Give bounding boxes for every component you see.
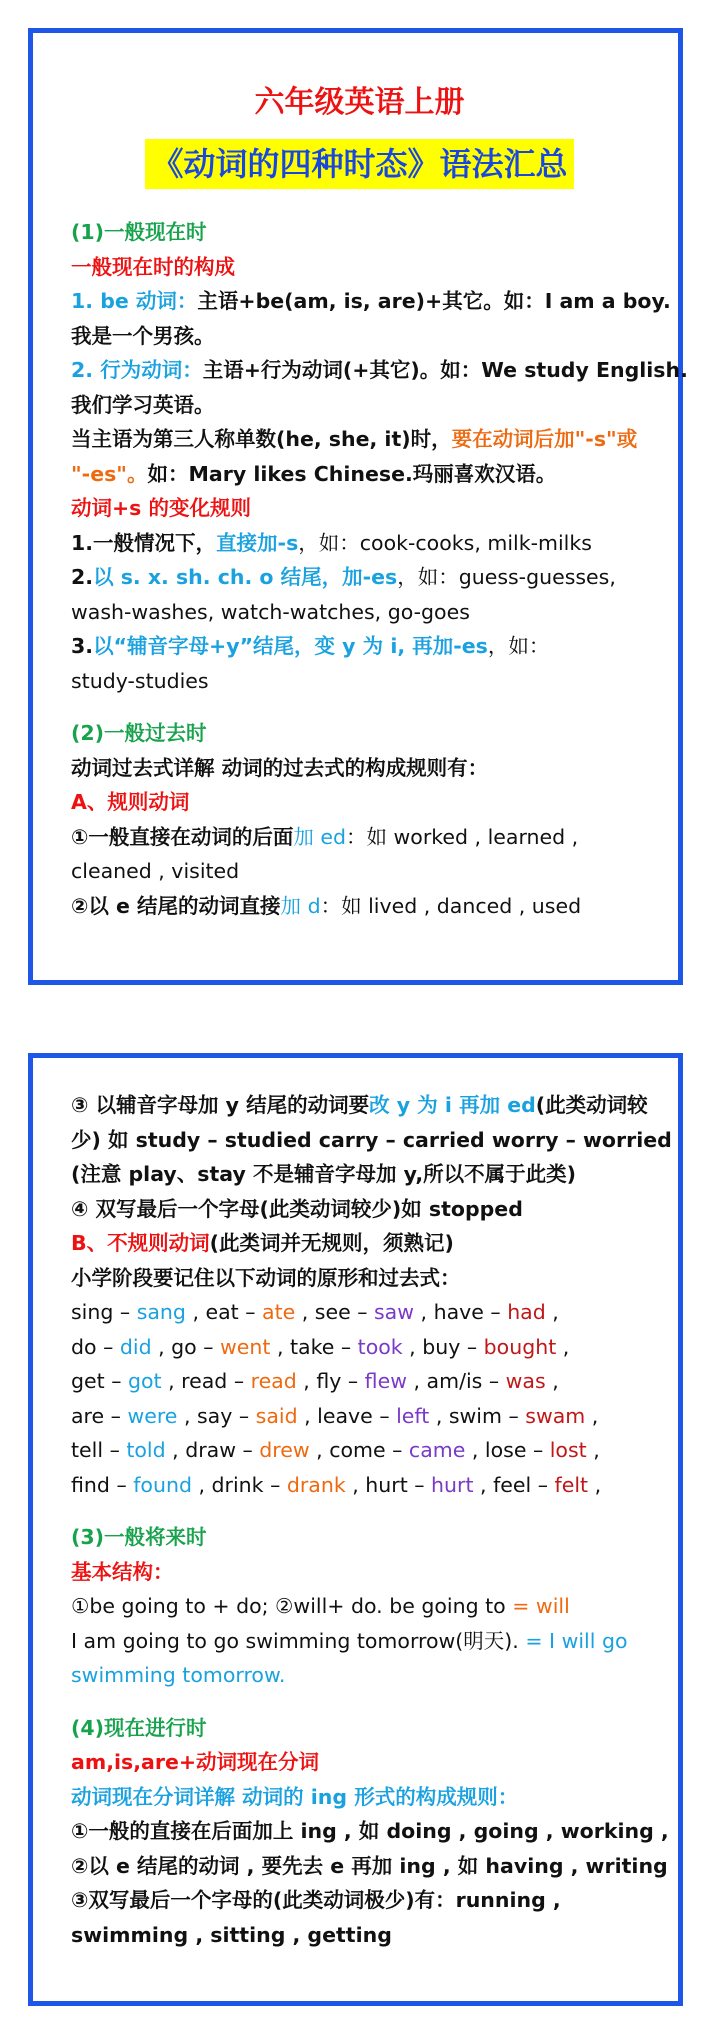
- highlight-text: 加 ed: [293, 824, 347, 849]
- rule-line: [71, 629, 648, 664]
- verb-past: took: [357, 1334, 403, 1359]
- text-line: ③双写最后一个字母的(此类动词极少)有：running ,: [71, 1888, 561, 1912]
- verb-pair: do – did: [71, 1334, 152, 1359]
- text: 1.一般情况下，: [71, 530, 217, 555]
- section1-heading: (1)一般现在时: [71, 220, 207, 244]
- verb-past: hurt: [431, 1472, 474, 1497]
- verb-past: came: [408, 1438, 466, 1462]
- verb-past: saw: [374, 1300, 415, 1324]
- verb-past: left: [396, 1403, 430, 1428]
- irregular-verb-row: tell – told , draw – drew , come – came , lose – lost ,: [71, 1438, 600, 1462]
- verb-base: find: [71, 1472, 110, 1497]
- text: ②以 e 结尾的动词直接: [71, 893, 281, 918]
- rule-title: 动词+s 的变化规则: [71, 496, 252, 520]
- verb-pair: take – took: [290, 1334, 403, 1359]
- card-top-content: [71, 33, 688, 923]
- title-block: [71, 81, 648, 189]
- section2-sub-a: A、规则动词: [71, 790, 190, 814]
- irregular-verb-list: [71, 1295, 648, 1502]
- verb-pair: read – read: [181, 1369, 297, 1393]
- text: 主语+be(am, is, are)+其它。如：I am a boy.: [197, 289, 671, 313]
- text: ①一般直接在动词的后面: [71, 824, 294, 849]
- verb-base: come: [329, 1438, 386, 1462]
- verb-base: buy: [422, 1334, 461, 1359]
- text-line: swimming tomorrow.: [71, 1663, 286, 1687]
- highlight-text: = will: [512, 1594, 570, 1618]
- text-line: 小学阶段要记住以下动词的原形和过去式：: [71, 1265, 461, 1290]
- section3-sub: 基本结构：: [71, 1559, 174, 1584]
- text-line: [71, 1226, 648, 1261]
- section4-intro: 动词现在分词详解 动词的 ing 形式的构成规则：: [71, 1784, 519, 1809]
- text: ，如：cook-cooks, milk-milks: [298, 530, 592, 555]
- verb-past: read: [250, 1369, 297, 1393]
- highlight-text: 要在动词后加"-s"或: [451, 427, 638, 451]
- label: 2. 行为动词：: [71, 358, 203, 382]
- highlight-text: "-es"。: [71, 461, 148, 486]
- irregular-verb-row: sing – sang , eat – ate , see – saw , have – had ,: [71, 1300, 559, 1324]
- verb-pair: buy – bought: [422, 1334, 557, 1359]
- verb-base: have: [433, 1300, 484, 1324]
- verb-pair: see – saw: [314, 1300, 415, 1324]
- verb-pair: say – said: [196, 1403, 298, 1428]
- rule-line: wash-washes, watch-watches, go-goes: [71, 599, 470, 624]
- text: 当主语为第三人称单数(he, she, it)时，: [71, 427, 452, 451]
- verb-pair: are – were: [71, 1403, 178, 1428]
- text-line: [71, 1589, 648, 1624]
- verb-pair: leave – left: [317, 1403, 430, 1428]
- irregular-verb-row: are – were , say – said , leave – left , swim – swam ,: [71, 1403, 599, 1428]
- verb-pair: feel – felt: [493, 1472, 589, 1497]
- verb-base: get: [71, 1369, 105, 1393]
- text-line: 动词过去式详解 动词的过去式的构成规则有：: [71, 755, 489, 780]
- text: (此类动词较: [535, 1093, 648, 1117]
- verb-past: lost: [549, 1438, 587, 1462]
- verb-base: lose: [484, 1438, 527, 1462]
- verb-past: found: [133, 1472, 192, 1497]
- verb-past: got: [127, 1369, 162, 1393]
- text-line: ①一般的直接在后面加上 ing , 如 doing , going , working ,: [71, 1819, 669, 1843]
- verb-past: had: [507, 1300, 546, 1324]
- irregular-verb-row: do – did , go – went , take – took , buy – bought ,: [71, 1334, 570, 1359]
- verb-pair: find – found: [71, 1472, 192, 1497]
- text-line: [71, 422, 648, 457]
- verb-pair: hurt – hurt: [365, 1472, 474, 1497]
- verb-past: told: [126, 1438, 166, 1462]
- text-line: 我是一个男孩。: [71, 323, 215, 348]
- highlight-text: 以 s. x. sh. ch. o 结尾，加-es: [93, 565, 398, 589]
- verb-base: swim: [448, 1403, 502, 1428]
- highlight-text: 加 d: [280, 893, 321, 918]
- text-line: [71, 284, 671, 319]
- verb-base: do: [71, 1334, 97, 1359]
- verb-pair: tell – told: [71, 1438, 166, 1462]
- text-line: [71, 1088, 648, 1123]
- verb-base: am/is: [426, 1369, 483, 1393]
- text: 3.: [71, 634, 94, 658]
- verb-pair: drink – drank: [211, 1472, 346, 1497]
- rule-line: [71, 560, 648, 595]
- section3-heading: (3)一般将来时: [71, 1525, 207, 1549]
- rule-line: study-studies: [71, 668, 209, 693]
- verb-pair: am/is – was: [426, 1369, 546, 1393]
- verb-base: hurt: [365, 1472, 408, 1497]
- text-line: [71, 820, 648, 855]
- verb-base: feel: [493, 1472, 532, 1497]
- text-line: [71, 353, 688, 388]
- verb-past: drew: [259, 1438, 310, 1462]
- verb-past: swam: [525, 1403, 586, 1428]
- verb-base: leave: [317, 1403, 373, 1428]
- text: I am going to go swimming tomorrow(明天).: [71, 1628, 526, 1653]
- verb-pair: come – came: [329, 1438, 466, 1462]
- irregular-verb-row: get – got , read – read , fly – flew , am/is – was ,: [71, 1369, 559, 1393]
- irregular-verb-row: find – found , drink – drank , hurt – hurt , feel – felt ,: [71, 1472, 602, 1497]
- text-line: 我们学习英语。: [71, 392, 215, 417]
- page-title: 六年级英语上册: [254, 85, 465, 120]
- text: 主语+行为动词(+其它)。如：We study English.: [202, 358, 688, 382]
- section4-heading: (4)现在进行时: [71, 1715, 207, 1740]
- text: ，如：guess-guesses,: [397, 565, 616, 589]
- text-line: 少) 如 study – studied carry – carried worry – worried: [71, 1127, 672, 1152]
- highlight-text: 改 y 为 i 再加 ed: [369, 1093, 536, 1117]
- section2-sub-b: B、不规则动词: [71, 1231, 210, 1255]
- text-line: [71, 457, 648, 492]
- verb-pair: fly – flew: [316, 1369, 407, 1393]
- verb-pair: get – got: [71, 1369, 162, 1393]
- verb-pair: have – had: [433, 1300, 546, 1324]
- verb-base: eat: [205, 1300, 239, 1324]
- verb-base: fly: [316, 1369, 342, 1393]
- highlight-text: = I will go: [525, 1628, 628, 1653]
- verb-base: say: [196, 1403, 233, 1428]
- text: ①be going to + do; ②will+ do. be going to: [71, 1594, 513, 1618]
- verb-past: flew: [364, 1369, 407, 1393]
- text: ：如 lived , danced , used: [320, 893, 582, 918]
- verb-base: are: [71, 1403, 105, 1428]
- verb-base: read: [181, 1369, 228, 1393]
- text-line: (注意 play、stay 不是辅音字母加 y,所以不属于此类): [71, 1162, 577, 1186]
- verb-base: draw: [185, 1438, 236, 1462]
- page-subtitle: 《动词的四种时态》语法汇总: [145, 139, 573, 189]
- card-top: [28, 28, 688, 985]
- text: 2.: [71, 565, 94, 589]
- verb-past: sang: [136, 1300, 186, 1324]
- verb-past: were: [127, 1403, 178, 1428]
- rule-line: [71, 526, 648, 561]
- verb-base: drink: [211, 1472, 264, 1497]
- text-line: [71, 1624, 648, 1659]
- verb-past: was: [505, 1369, 546, 1393]
- text: 如：Mary likes Chinese.玛丽喜欢汉语。: [147, 461, 557, 486]
- verb-pair: eat – ate: [205, 1300, 296, 1324]
- verb-past: went: [220, 1334, 271, 1359]
- text-line: ④ 双写最后一个字母(此类动词较少)如 stopped: [71, 1196, 523, 1221]
- verb-past: drank: [286, 1472, 346, 1497]
- text: ③ 以辅音字母加 y 结尾的动词要: [71, 1093, 370, 1117]
- text: ，如：: [487, 634, 550, 658]
- card-bottom-content: [71, 1088, 672, 1952]
- highlight-text: 直接加-s: [216, 530, 299, 555]
- verb-base: sing: [71, 1300, 114, 1324]
- verb-base: see: [314, 1300, 351, 1324]
- label: 1. be 动词：: [71, 289, 198, 313]
- verb-past: said: [255, 1403, 298, 1428]
- verb-pair: lose – lost: [484, 1438, 587, 1462]
- text-line: [71, 889, 648, 924]
- text: (此类词并无规则，须熟记): [209, 1231, 454, 1255]
- card-bottom: [28, 1053, 683, 2006]
- verb-base: go: [171, 1334, 197, 1359]
- text: ：如 worked , learned ,: [346, 824, 579, 849]
- text-line: cleaned , visited: [71, 859, 240, 883]
- verb-base: tell: [71, 1438, 104, 1462]
- verb-pair: swim – swam: [448, 1403, 586, 1428]
- verb-pair: sing – sang: [71, 1300, 186, 1324]
- section4-sub: am,is,are+动词现在分词: [71, 1750, 320, 1774]
- verb-past: did: [119, 1334, 152, 1359]
- section1-sub: 一般现在时的构成: [71, 254, 235, 279]
- verb-base: take: [290, 1334, 335, 1359]
- verb-past: felt: [554, 1472, 589, 1497]
- verb-pair: go – went: [171, 1334, 271, 1359]
- verb-past: bought: [483, 1334, 557, 1359]
- verb-past: ate: [262, 1300, 296, 1324]
- verb-pair: draw – drew: [185, 1438, 310, 1462]
- text-line: swimming , sitting , getting: [71, 1922, 392, 1947]
- text-line: ②以 e 结尾的动词 , 要先去 e 再加 ing , 如 having , writing: [71, 1853, 668, 1878]
- highlight-text: 以“辅音字母+y”结尾，变 y 为 i, 再加-es: [93, 634, 488, 658]
- section2-heading: (2)一般过去时: [71, 721, 207, 745]
